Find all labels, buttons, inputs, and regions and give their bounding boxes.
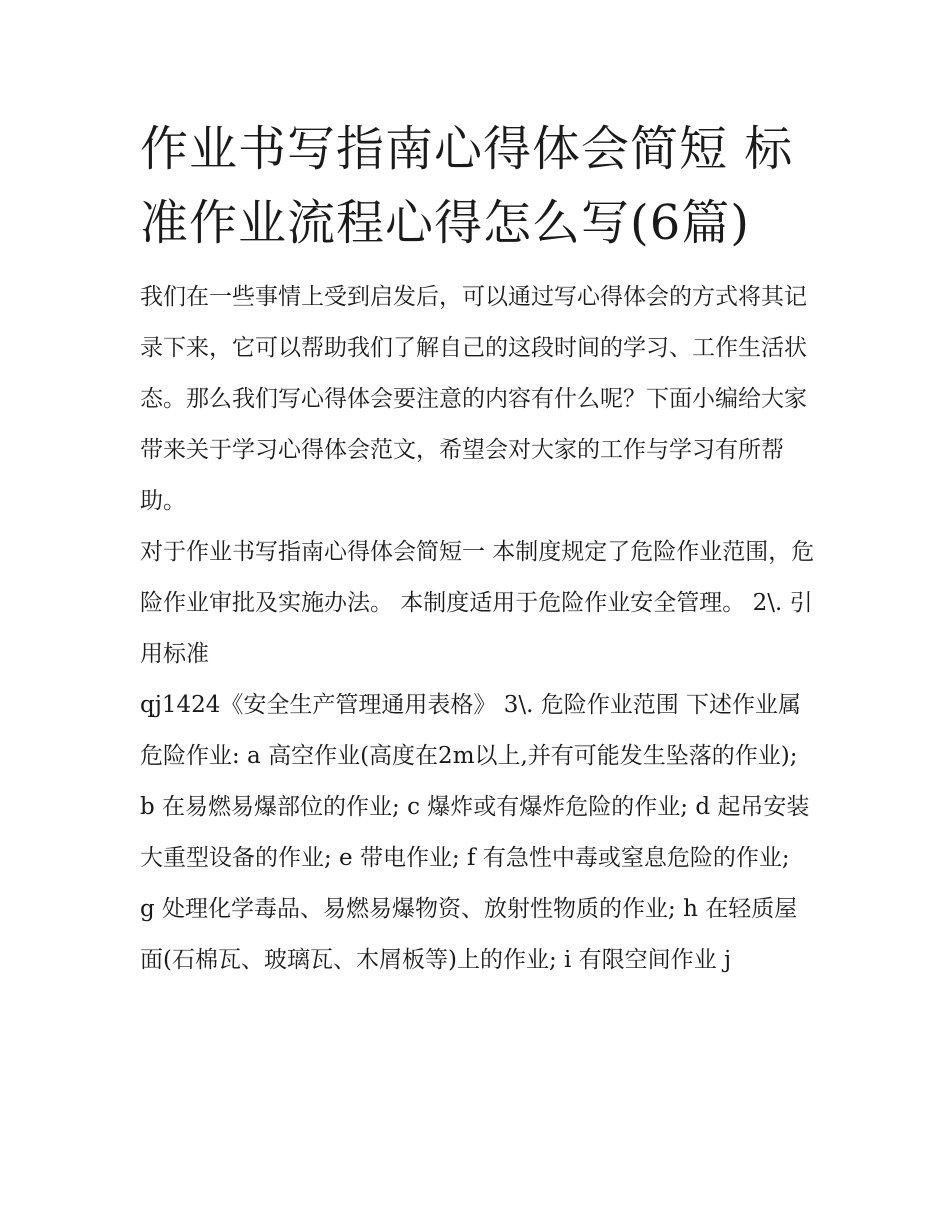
body-paragraph: qj1424《安全生产管理通用表格》 3\. 危险作业范围 下述作业属危险作业: a 高空作业(高度在2m以上,并有可能发生坠落的作业); xyxy=(140,692,802,769)
body-paragraph: b 在易燃易爆部位的作业; c 爆炸或有爆炸危险的作业; d 起吊安装大重型设备的作业; e 带电作业; f 有急性中毒或窒息危险的作业; xyxy=(140,794,810,871)
body-paragraph: 对于作业书写指南心得体会简短一 本制度规定了危险作业范围，危险作业审批及实施办法。 本制度适用于危险作业安全管理。 2\. 引用标准 xyxy=(140,539,815,667)
document-page xyxy=(140,112,820,986)
body-paragraph: g 处理化学毒品、易燃易爆物资、放射性物质的作业; h 在轻质屋面(石棉瓦、玻璃瓦、木屑板等)上的作业; i 有限空间作业 j xyxy=(140,896,798,973)
intro-paragraph: 我们在一些事情上受到启发后，可以通过写心得体会的方式将其记录下来，它可以帮助我们了解自己的这段时间的学习、工作生活状态。那么我们写心得体会要注意的内容有什么呢？下面小编给大家带来关于学习心得体会范文，希望会对大家的工作与学习有所帮助。 xyxy=(140,284,807,514)
document-title: 作业书写指南心得体会简短 标准作业流程心得怎么写(6篇) xyxy=(140,121,794,251)
